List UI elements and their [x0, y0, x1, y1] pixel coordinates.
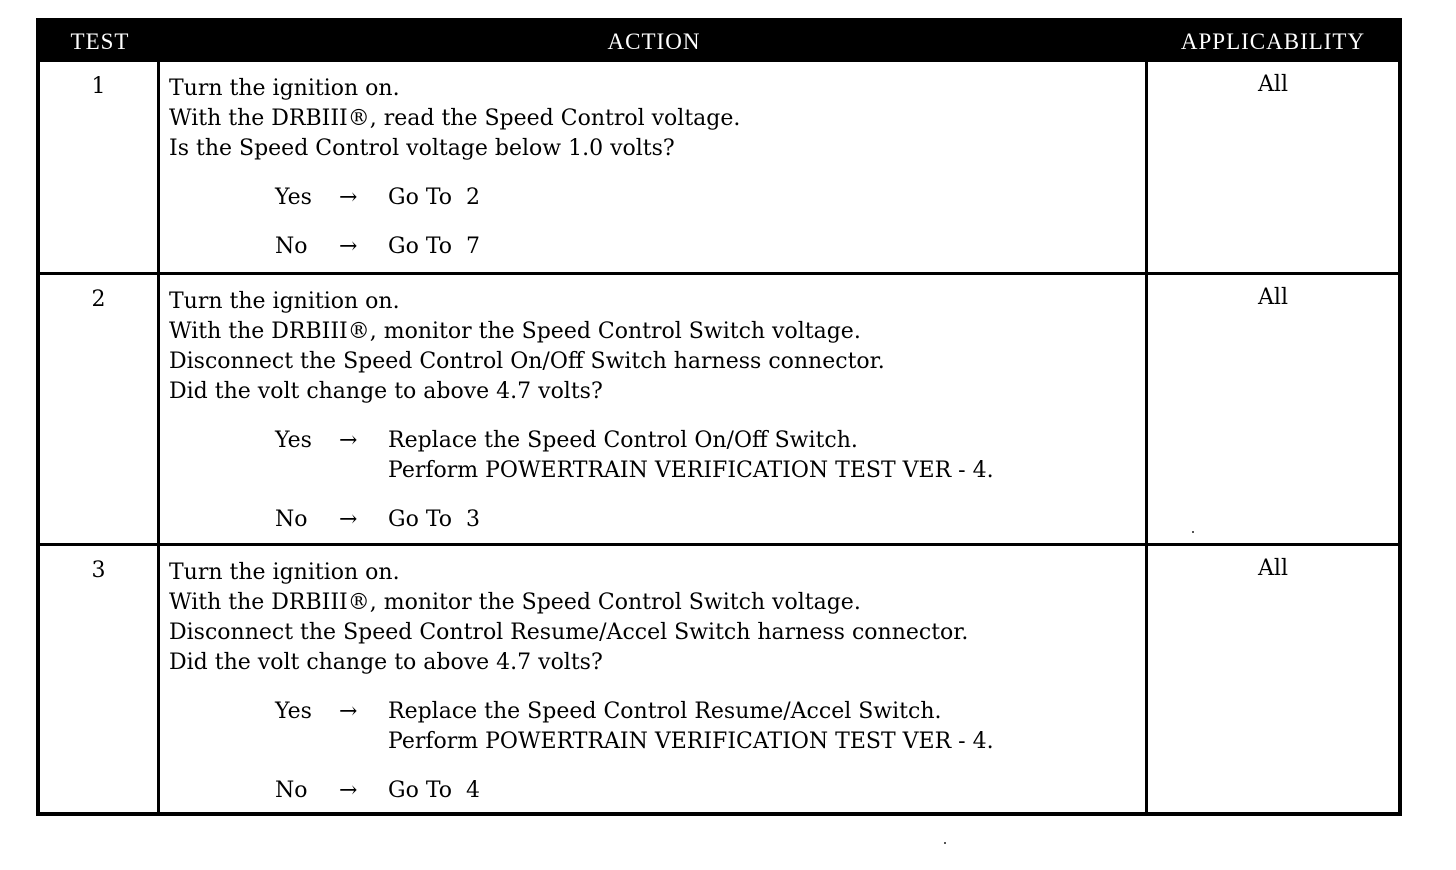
no-result: [388, 505, 480, 535]
header-applicability: APPLICABILITY: [1180, 29, 1366, 54]
action-step: Did the volt change to above 4.7 volts?: [169, 650, 603, 675]
scan-speck: [1192, 531, 1194, 533]
applicability-cell: All: [1258, 72, 1288, 97]
action-step: Disconnect the Speed Control Resume/Accel Switch harness connector.: [169, 620, 969, 645]
header-action: ACTION: [607, 29, 701, 54]
yes-label: Yes: [275, 185, 312, 210]
no-label: No: [275, 507, 308, 532]
diagnostic-test-table: [36, 18, 1402, 816]
result-line: Perform POWERTRAIN VERIFICATION TEST VER - 4.: [388, 729, 994, 754]
action-step: With the DRBIII®, monitor the Speed Control Switch voltage.: [169, 590, 861, 615]
action-step: Turn the ignition on.: [169, 560, 400, 585]
header-test: TEST: [70, 29, 130, 54]
action-step: Turn the ignition on.: [169, 289, 400, 314]
arrow-right-icon: →: [339, 507, 358, 532]
action-step: With the DRBIII®, read the Speed Control voltage.: [169, 106, 741, 131]
applicability-cell: All: [1258, 556, 1288, 581]
no-result: [388, 232, 480, 262]
test-row-2: [40, 272, 1398, 543]
yes-label: Yes: [275, 428, 312, 453]
yes-label: Yes: [275, 699, 312, 724]
arrow-right-icon: →: [339, 699, 358, 724]
no-branch: [275, 505, 1145, 535]
test-number: 3: [40, 546, 160, 812]
yes-branch: [275, 183, 1145, 213]
arrow-right-icon: →: [339, 185, 358, 210]
scan-speck: [944, 842, 946, 844]
arrow-right-icon: →: [339, 428, 358, 453]
yes-result: [388, 697, 994, 757]
no-branch: [275, 232, 1145, 262]
arrow-right-icon: →: [339, 778, 358, 803]
result-line: Go To 3: [388, 507, 481, 532]
yes-branch: [275, 426, 1145, 486]
result-line: Go To 4: [388, 778, 481, 803]
action-cell: [160, 546, 1148, 812]
no-label: No: [275, 778, 308, 803]
test-number: 2: [40, 275, 160, 543]
yes-result: [388, 183, 480, 213]
test-row-1: [40, 62, 1398, 272]
result-line: Go To 2: [388, 185, 481, 210]
result-line: Replace the Speed Control On/Off Switch.: [388, 428, 858, 453]
arrow-right-icon: →: [339, 234, 358, 259]
no-branch: [275, 776, 1145, 806]
test-number: 1: [40, 62, 160, 272]
no-result: [388, 776, 480, 806]
test-row-3: [40, 543, 1398, 812]
result-line: Replace the Speed Control Resume/Accel Switch.: [388, 699, 942, 724]
action-cell: [160, 62, 1148, 272]
action-step: Disconnect the Speed Control On/Off Switch harness connector.: [169, 349, 885, 374]
action-step: Turn the ignition on.: [169, 76, 400, 101]
table-header-row: [40, 22, 1398, 62]
action-step: Is the Speed Control voltage below 1.0 volts?: [169, 136, 675, 161]
applicability-cell: All: [1258, 285, 1288, 310]
no-label: No: [275, 234, 308, 259]
result-line: Go To 7: [388, 234, 481, 259]
action-step: Did the volt change to above 4.7 volts?: [169, 379, 603, 404]
action-cell: [160, 275, 1148, 543]
result-line: Perform POWERTRAIN VERIFICATION TEST VER - 4.: [388, 458, 994, 483]
yes-result: [388, 426, 994, 486]
yes-branch: [275, 697, 1145, 757]
action-step: With the DRBIII®, monitor the Speed Control Switch voltage.: [169, 319, 861, 344]
